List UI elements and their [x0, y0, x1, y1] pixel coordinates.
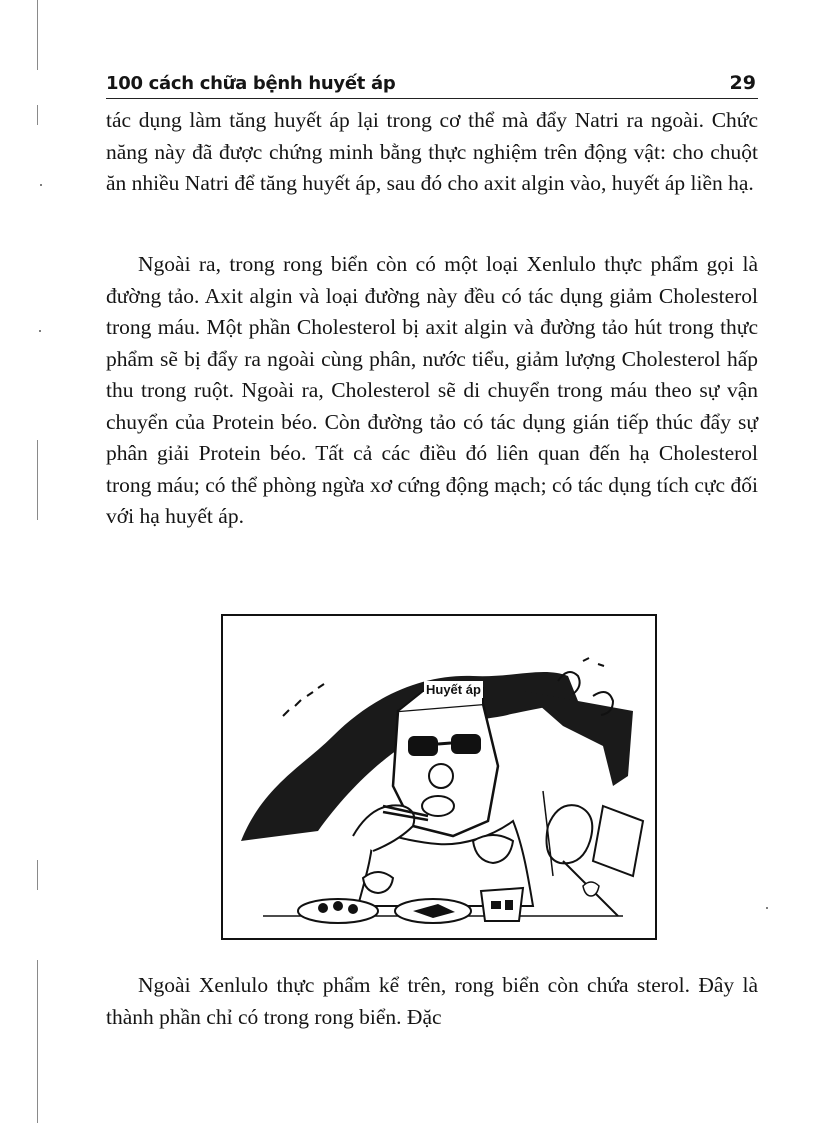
scan-margin-line — [37, 440, 38, 520]
cartoon-illustration — [221, 614, 657, 940]
scan-speck — [766, 907, 768, 909]
running-title: 100 cách chữa bệnh huyết áp — [106, 73, 396, 94]
glasses-right — [451, 734, 481, 754]
scan-margin-line — [37, 960, 38, 1123]
page-number: 29 — [729, 72, 756, 94]
scan-margin-line — [37, 105, 38, 125]
bowl — [481, 888, 523, 921]
scan-speck — [39, 330, 41, 332]
wave-tail — [523, 691, 633, 786]
illustration-label: Huyết áp — [426, 682, 481, 697]
scan-margin-line — [37, 860, 38, 890]
scan-speck — [40, 184, 42, 186]
second-figure — [547, 805, 593, 863]
nose — [429, 764, 453, 788]
body-paragraph: tác dụng làm tăng huyết áp lại trong cơ thể mà đẩy Natri ra ngoài. Chức năng này đã được chứng minh bằng thực nghiệm trên động vật: cho chuột ăn nhiều Natri để tăng huyết áp, sau đó cho axit algin vào, huyết áp liền hạ. — [106, 108, 758, 195]
cup — [363, 872, 393, 893]
body-paragraph: Ngoài ra, trong rong biển còn có một loại Xenlulo thực phẩm gọi là đường tảo. Axit algin và loại đường này đều có tác dụng giảm Cholesterol trong máu. Một phần Cholesterol bị axit algin và đường tảo hút trong thực phẩm sẽ bị đẩy ra ngoài cùng phân, nước tiểu, giảm lượng Cholesterol hấp thu trong ruột. Ngoài ra, Cholesterol sẽ di chuyển trong máu theo sự vận chuyển của Protein béo. Còn đường tảo có tác dụng gián tiếp thúc đẩy sự phân giải Protein béo. Tất cả các điều đó liên quan đến hạ Cholesterol trong máu; có thể phòng ngừa xơ cứng động mạch; có tác dụng tích cực đối với hạ huyết áp. — [106, 252, 758, 528]
glasses-left — [408, 736, 438, 756]
body-paragraph: Ngoài Xenlulo thực phẩm kể trên, rong biển còn chứa sterol. Đây là thành phần chỉ có trong rong biển. Đặc — [106, 973, 758, 1029]
mouth — [422, 796, 454, 816]
paper-sheet — [593, 806, 643, 876]
scan-margin-line — [37, 0, 38, 70]
page-header — [106, 66, 758, 99]
cartoon-drawing — [223, 616, 655, 938]
